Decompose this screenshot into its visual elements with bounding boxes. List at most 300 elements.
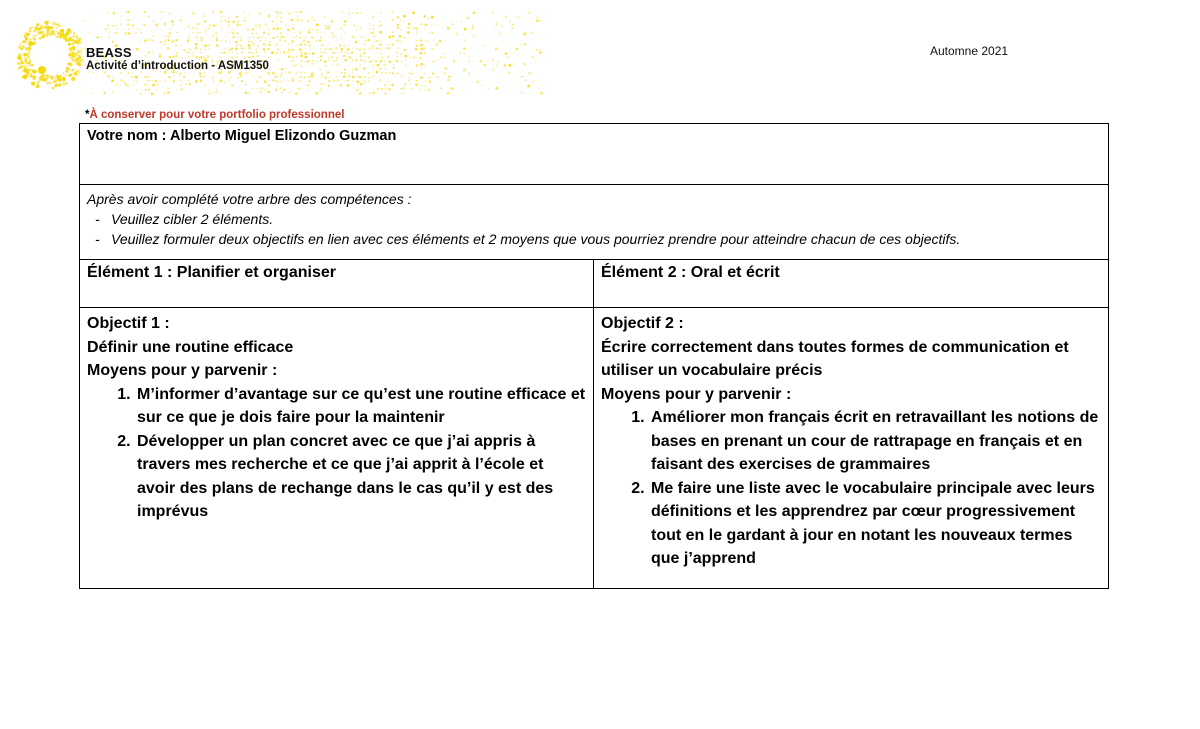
logo-dot: [109, 37, 110, 38]
logo-dot: [419, 57, 421, 59]
logo-ring-dot: [50, 26, 53, 29]
logo-dot: [344, 20, 347, 23]
logo-dot: [325, 48, 327, 50]
logo-dot: [199, 72, 201, 74]
logo-dot: [423, 47, 425, 49]
logo-dot: [495, 23, 498, 26]
logo-dot: [193, 73, 194, 74]
logo-dot: [275, 11, 278, 14]
logo-dot: [272, 27, 275, 30]
logo-dot: [532, 56, 534, 58]
logo-dot: [388, 36, 391, 39]
logo-dot: [285, 24, 286, 25]
logo-dot: [209, 24, 212, 27]
logo-dot: [308, 48, 309, 49]
logo-dot: [409, 84, 410, 85]
logo-dot: [269, 80, 270, 81]
logo-ring-dot: [80, 59, 83, 62]
logo-dot: [116, 83, 118, 85]
logo-dot: [285, 67, 287, 69]
logo-dot: [336, 63, 339, 66]
logo-dot: [184, 28, 185, 29]
logo-dot: [240, 39, 243, 42]
logo-dot: [304, 44, 306, 46]
logo-dot: [321, 76, 323, 78]
logo-dot: [311, 75, 314, 78]
logo-dot: [161, 11, 163, 13]
logo-dot: [152, 36, 153, 37]
logo-dot: [297, 88, 299, 90]
logo-ring-dot: [56, 30, 58, 32]
logo-dot: [475, 37, 476, 38]
logo-dot: [149, 39, 151, 41]
logo-dot: [411, 73, 413, 75]
logo-dot: [280, 21, 282, 23]
logo-dot: [231, 32, 234, 35]
logo-dot: [273, 76, 274, 77]
logo-dot: [355, 59, 357, 61]
logo-ring-dot: [20, 59, 22, 61]
logo-dot: [292, 27, 294, 29]
logo-dot: [229, 41, 230, 42]
logo-dot: [187, 39, 190, 42]
logo-dot: [363, 43, 365, 45]
logo-dot: [376, 40, 378, 42]
logo-ring-dot: [28, 30, 31, 33]
logo-ring-dot: [63, 72, 65, 74]
logo-dot: [267, 91, 270, 94]
logo-dot: [220, 20, 222, 22]
logo-dot: [345, 80, 347, 82]
logo-ring-dot: [34, 34, 36, 36]
logo-dot: [320, 55, 322, 57]
logo-dot: [292, 24, 294, 26]
logo-dot: [504, 64, 506, 66]
logo-dot: [315, 92, 318, 95]
logo-dot: [472, 61, 473, 62]
logo-dot: [404, 37, 407, 40]
logo-ring-dot: [72, 35, 74, 37]
logo-dot: [261, 87, 264, 90]
logo-ring-dot: [58, 83, 62, 87]
logo-dot: [424, 85, 425, 86]
logo-ring-dot: [28, 56, 31, 59]
logo-dot: [400, 60, 402, 62]
logo-dot: [320, 36, 322, 38]
logo-dot: [283, 79, 284, 80]
logo-dot: [332, 79, 335, 82]
logo-ring-dot: [65, 74, 67, 76]
logo-dot: [325, 27, 327, 29]
logo-dot: [289, 64, 290, 65]
logo-dot: [340, 11, 342, 13]
logo-ring-dot: [58, 78, 62, 82]
logo-dot: [203, 15, 206, 18]
logo-dot: [192, 27, 194, 29]
logo-dot: [328, 59, 329, 60]
logo-ring-dot: [78, 72, 80, 74]
logo-dot: [264, 80, 267, 83]
logo-ring-dot: [44, 33, 46, 35]
logo-dot: [313, 19, 315, 21]
logo-dot: [352, 13, 354, 15]
element-2-cell: [594, 260, 1109, 308]
logo-dot: [252, 76, 253, 77]
logo-dot: [343, 44, 346, 47]
logo-dot: [509, 21, 511, 23]
logo-dot: [141, 32, 142, 33]
logo-dot: [493, 28, 494, 29]
logo-dot: [535, 60, 537, 62]
logo-ring-dot: [76, 61, 80, 65]
logo-dot: [168, 32, 170, 34]
logo-dot: [280, 36, 283, 39]
logo-dot: [280, 32, 282, 34]
logo-dot: [349, 44, 350, 45]
logo-dot: [420, 48, 423, 51]
logo-dot: [376, 69, 377, 70]
logo-dot: [497, 65, 499, 67]
logo-dot: [293, 37, 295, 39]
logo-dot: [287, 29, 290, 32]
logo-dot: [364, 49, 366, 51]
logo-dot: [225, 36, 226, 37]
logo-dot: [360, 36, 361, 37]
logo-dot: [397, 27, 399, 29]
logo-dot: [385, 68, 387, 70]
logo-dot: [527, 84, 530, 87]
logo-dot: [285, 48, 286, 49]
logo-dot: [308, 44, 311, 47]
logo-dot: [409, 77, 410, 78]
logo-dot: [393, 64, 394, 65]
logo-dot: [185, 83, 187, 85]
logo-dot: [196, 28, 197, 29]
logo-dot: [333, 60, 335, 62]
logo-dot: [153, 21, 154, 22]
logo-dot: [420, 76, 423, 79]
logo-dot: [372, 24, 374, 26]
logo-dot: [275, 75, 277, 77]
logo-dot: [521, 76, 523, 78]
logo-dot: [337, 39, 339, 41]
logo-dot: [352, 80, 354, 82]
logo-dot: [447, 79, 450, 82]
logo-dot: [344, 32, 346, 34]
logo-dot: [288, 55, 291, 58]
logo-dot: [404, 49, 406, 51]
logo-dot: [300, 71, 302, 73]
logo-dot: [463, 52, 466, 55]
logo-dot: [355, 68, 358, 71]
logo-dot: [167, 91, 170, 94]
logo-dot: [327, 27, 330, 30]
logo-dot: [360, 12, 362, 14]
logo-dot: [255, 32, 257, 34]
logo-dot: [312, 29, 313, 30]
logo-dot: [373, 36, 374, 37]
page-header: [0, 0, 1200, 105]
logo-ring-dot: [68, 43, 71, 46]
logo-dot: [183, 76, 185, 78]
logo-dot: [528, 72, 531, 75]
logo-dot: [180, 20, 182, 22]
logo-dot: [363, 52, 365, 54]
logo-dot: [236, 20, 238, 22]
logo-dot: [440, 56, 442, 58]
logo-dot: [267, 33, 269, 35]
logo-dot: [233, 89, 235, 91]
logo-dot: [379, 31, 382, 34]
logo-dot: [472, 35, 474, 37]
logo-dot: [416, 80, 418, 82]
logo-dot: [301, 41, 302, 42]
logo-dot: [144, 11, 146, 13]
logo-dot: [397, 56, 398, 57]
logo-dot: [135, 81, 137, 83]
logo-dot: [373, 41, 375, 43]
logo-dot: [245, 37, 246, 38]
logo-dot: [236, 32, 238, 34]
logo-dot: [279, 12, 281, 14]
logo-ring-dot: [25, 47, 27, 49]
logo-ring-dot: [68, 53, 71, 56]
logo-dot: [381, 56, 384, 59]
logo-dot: [447, 27, 450, 30]
logo-dot: [144, 83, 146, 85]
logo-dot: [124, 12, 126, 14]
logo-dot: [221, 28, 223, 30]
logo-dot: [384, 60, 386, 62]
objective-1-text: Définir une routine efficace: [87, 338, 294, 356]
logo-dot: [348, 56, 351, 59]
logo-dot: [215, 91, 218, 94]
logo-dot: [216, 24, 218, 26]
logo-dot: [248, 41, 250, 43]
logo-dot: [540, 20, 541, 21]
logo-dot: [329, 25, 331, 27]
logo-dot: [199, 32, 201, 34]
logo-dot: [408, 72, 410, 74]
logo-ring-dot: [19, 65, 23, 69]
logo-dot: [311, 63, 314, 66]
logo-dot: [304, 77, 306, 79]
logo-ring-dot: [26, 62, 28, 64]
logo-dot: [272, 72, 275, 75]
logo-dot: [168, 76, 170, 78]
logo-dot: [155, 23, 158, 26]
logo-dot: [379, 24, 382, 27]
logo-dot: [517, 16, 519, 18]
logo-dot: [276, 36, 278, 38]
logo-dot: [360, 53, 362, 55]
logo-dot: [360, 59, 362, 61]
logo-dot: [536, 19, 539, 22]
logo-dot: [492, 12, 494, 14]
logo-dot: [221, 16, 223, 18]
logo-dot: [192, 12, 195, 15]
logo-dot: [261, 36, 263, 38]
logo-dot: [340, 48, 343, 51]
logo-dot: [259, 91, 261, 93]
logo-dot: [305, 48, 306, 49]
objective-2-cell: [594, 308, 1109, 589]
logo-dot: [363, 80, 366, 83]
logo-ring-dot: [34, 38, 37, 41]
logo-dot: [228, 80, 229, 81]
logo-dot: [236, 76, 238, 78]
logo-ring-dot: [52, 87, 55, 90]
logo-dot: [384, 84, 387, 87]
logo-dot: [368, 47, 371, 50]
logo-dot: [359, 48, 362, 51]
logo-dot: [431, 32, 433, 34]
logo-dot: [216, 84, 217, 85]
logo-dot: [329, 48, 331, 50]
logo-ring-dot: [31, 82, 33, 84]
logo-dot: [268, 28, 270, 30]
logo-ring-dot: [65, 82, 67, 84]
logo-dot: [288, 43, 290, 45]
logo-dot: [300, 55, 303, 58]
logo-ring-dot: [81, 48, 83, 50]
logo-dot: [377, 88, 379, 90]
logo-dot: [415, 48, 418, 51]
logo-ring-dot: [22, 75, 25, 78]
logo-dot: [429, 80, 432, 83]
logo-dot: [225, 40, 227, 42]
logo-dot: [396, 52, 397, 53]
logo-dot: [168, 39, 170, 41]
logo-dot: [195, 36, 197, 38]
logo-dot: [332, 52, 335, 55]
logo-dot: [136, 89, 137, 90]
logo-dot: [311, 16, 313, 18]
logo-dot: [484, 44, 486, 46]
logo-ring-dot: [46, 20, 50, 24]
logo-dot: [259, 24, 262, 27]
logo-dot: [127, 72, 129, 74]
logo-dot: [345, 51, 348, 54]
logo-dot: [392, 35, 394, 37]
logo-dot: [296, 36, 298, 38]
logo-dot: [256, 81, 258, 83]
logo-dot: [255, 24, 258, 27]
logo-dot: [443, 56, 445, 58]
logo-dot: [401, 75, 403, 77]
logo-dot: [100, 36, 102, 38]
logo-dot: [291, 77, 293, 79]
logo-dot: [283, 51, 285, 53]
logo-dot: [288, 49, 291, 52]
logo-dot: [467, 16, 470, 19]
logo-ring-dot: [29, 41, 32, 44]
logo-dot: [432, 61, 434, 63]
logo-dot: [511, 63, 513, 65]
beass-logo: [14, 8, 544, 100]
logo-ring-dot: [24, 41, 27, 44]
logo-dot: [340, 37, 342, 39]
logo-dot: [328, 80, 330, 82]
logo-dot: [291, 79, 294, 82]
logo-dot: [277, 68, 279, 70]
logo-dot: [352, 47, 353, 48]
logo-dot: [368, 56, 370, 58]
logo-dot: [307, 60, 310, 63]
note-star: *: [85, 109, 90, 121]
logo-dot: [528, 12, 529, 13]
logo-dot: [399, 40, 402, 43]
logo-dot: [383, 64, 385, 66]
logo-dot: [381, 88, 383, 90]
logo-ring-dot: [53, 79, 57, 83]
logo-dot: [459, 52, 461, 54]
objective-2-text: Écrire correctement dans toutes formes de communication et utiliser un vocabulaire précis: [601, 338, 1069, 379]
logo-dot: [232, 36, 234, 38]
logo-dot: [412, 11, 415, 14]
logo-ring-dot: [30, 76, 32, 78]
logo-dot: [188, 79, 190, 81]
logo-dot: [359, 64, 361, 66]
logo-ring-dot: [37, 23, 40, 26]
logo-dot: [295, 64, 297, 66]
logo-dot: [333, 35, 335, 37]
logo-ring-dot: [71, 77, 75, 81]
logo-ring-dot: [68, 62, 71, 65]
logo-dot: [372, 16, 374, 18]
logo-dot: [213, 25, 215, 27]
logo-dot: [277, 48, 280, 51]
logo-ring-dot: [73, 56, 75, 58]
logo-dot: [149, 37, 151, 39]
logo-dot: [297, 15, 299, 17]
logo-dot: [453, 60, 455, 62]
logo-dot: [396, 60, 399, 63]
logo-dot: [388, 60, 391, 63]
logo-dot: [424, 89, 426, 91]
logo-dot: [368, 77, 370, 79]
logo-dot: [327, 71, 329, 73]
logo-dot: [521, 92, 522, 93]
logo-dot: [385, 93, 387, 95]
logo-dot: [324, 16, 326, 18]
objective-1-title: Objectif 1 :: [87, 315, 170, 332]
logo-dot: [539, 49, 541, 51]
logo-dot: [536, 49, 537, 50]
logo-dot: [167, 35, 170, 38]
logo-dot: [325, 25, 326, 26]
logo-dot: [387, 55, 390, 58]
logo-ring-dot: [34, 78, 36, 80]
logo-dot: [401, 88, 403, 90]
logo-dot: [372, 47, 374, 49]
logo-dot: [353, 24, 355, 26]
logo-dot: [264, 88, 266, 90]
logo-dot: [221, 40, 223, 42]
logo-dot: [319, 88, 322, 91]
logo-dot: [356, 88, 359, 91]
logo-dot: [269, 41, 271, 43]
logo-dot: [176, 89, 177, 90]
logo-dot: [235, 41, 237, 43]
logo-dot: [341, 51, 343, 53]
logo-ring-dot: [71, 42, 74, 45]
logo-dot: [83, 20, 85, 22]
logo-dot: [111, 79, 114, 82]
logo-dot: [359, 76, 361, 78]
logo-dot: [161, 81, 163, 83]
logo-dot: [403, 87, 406, 90]
